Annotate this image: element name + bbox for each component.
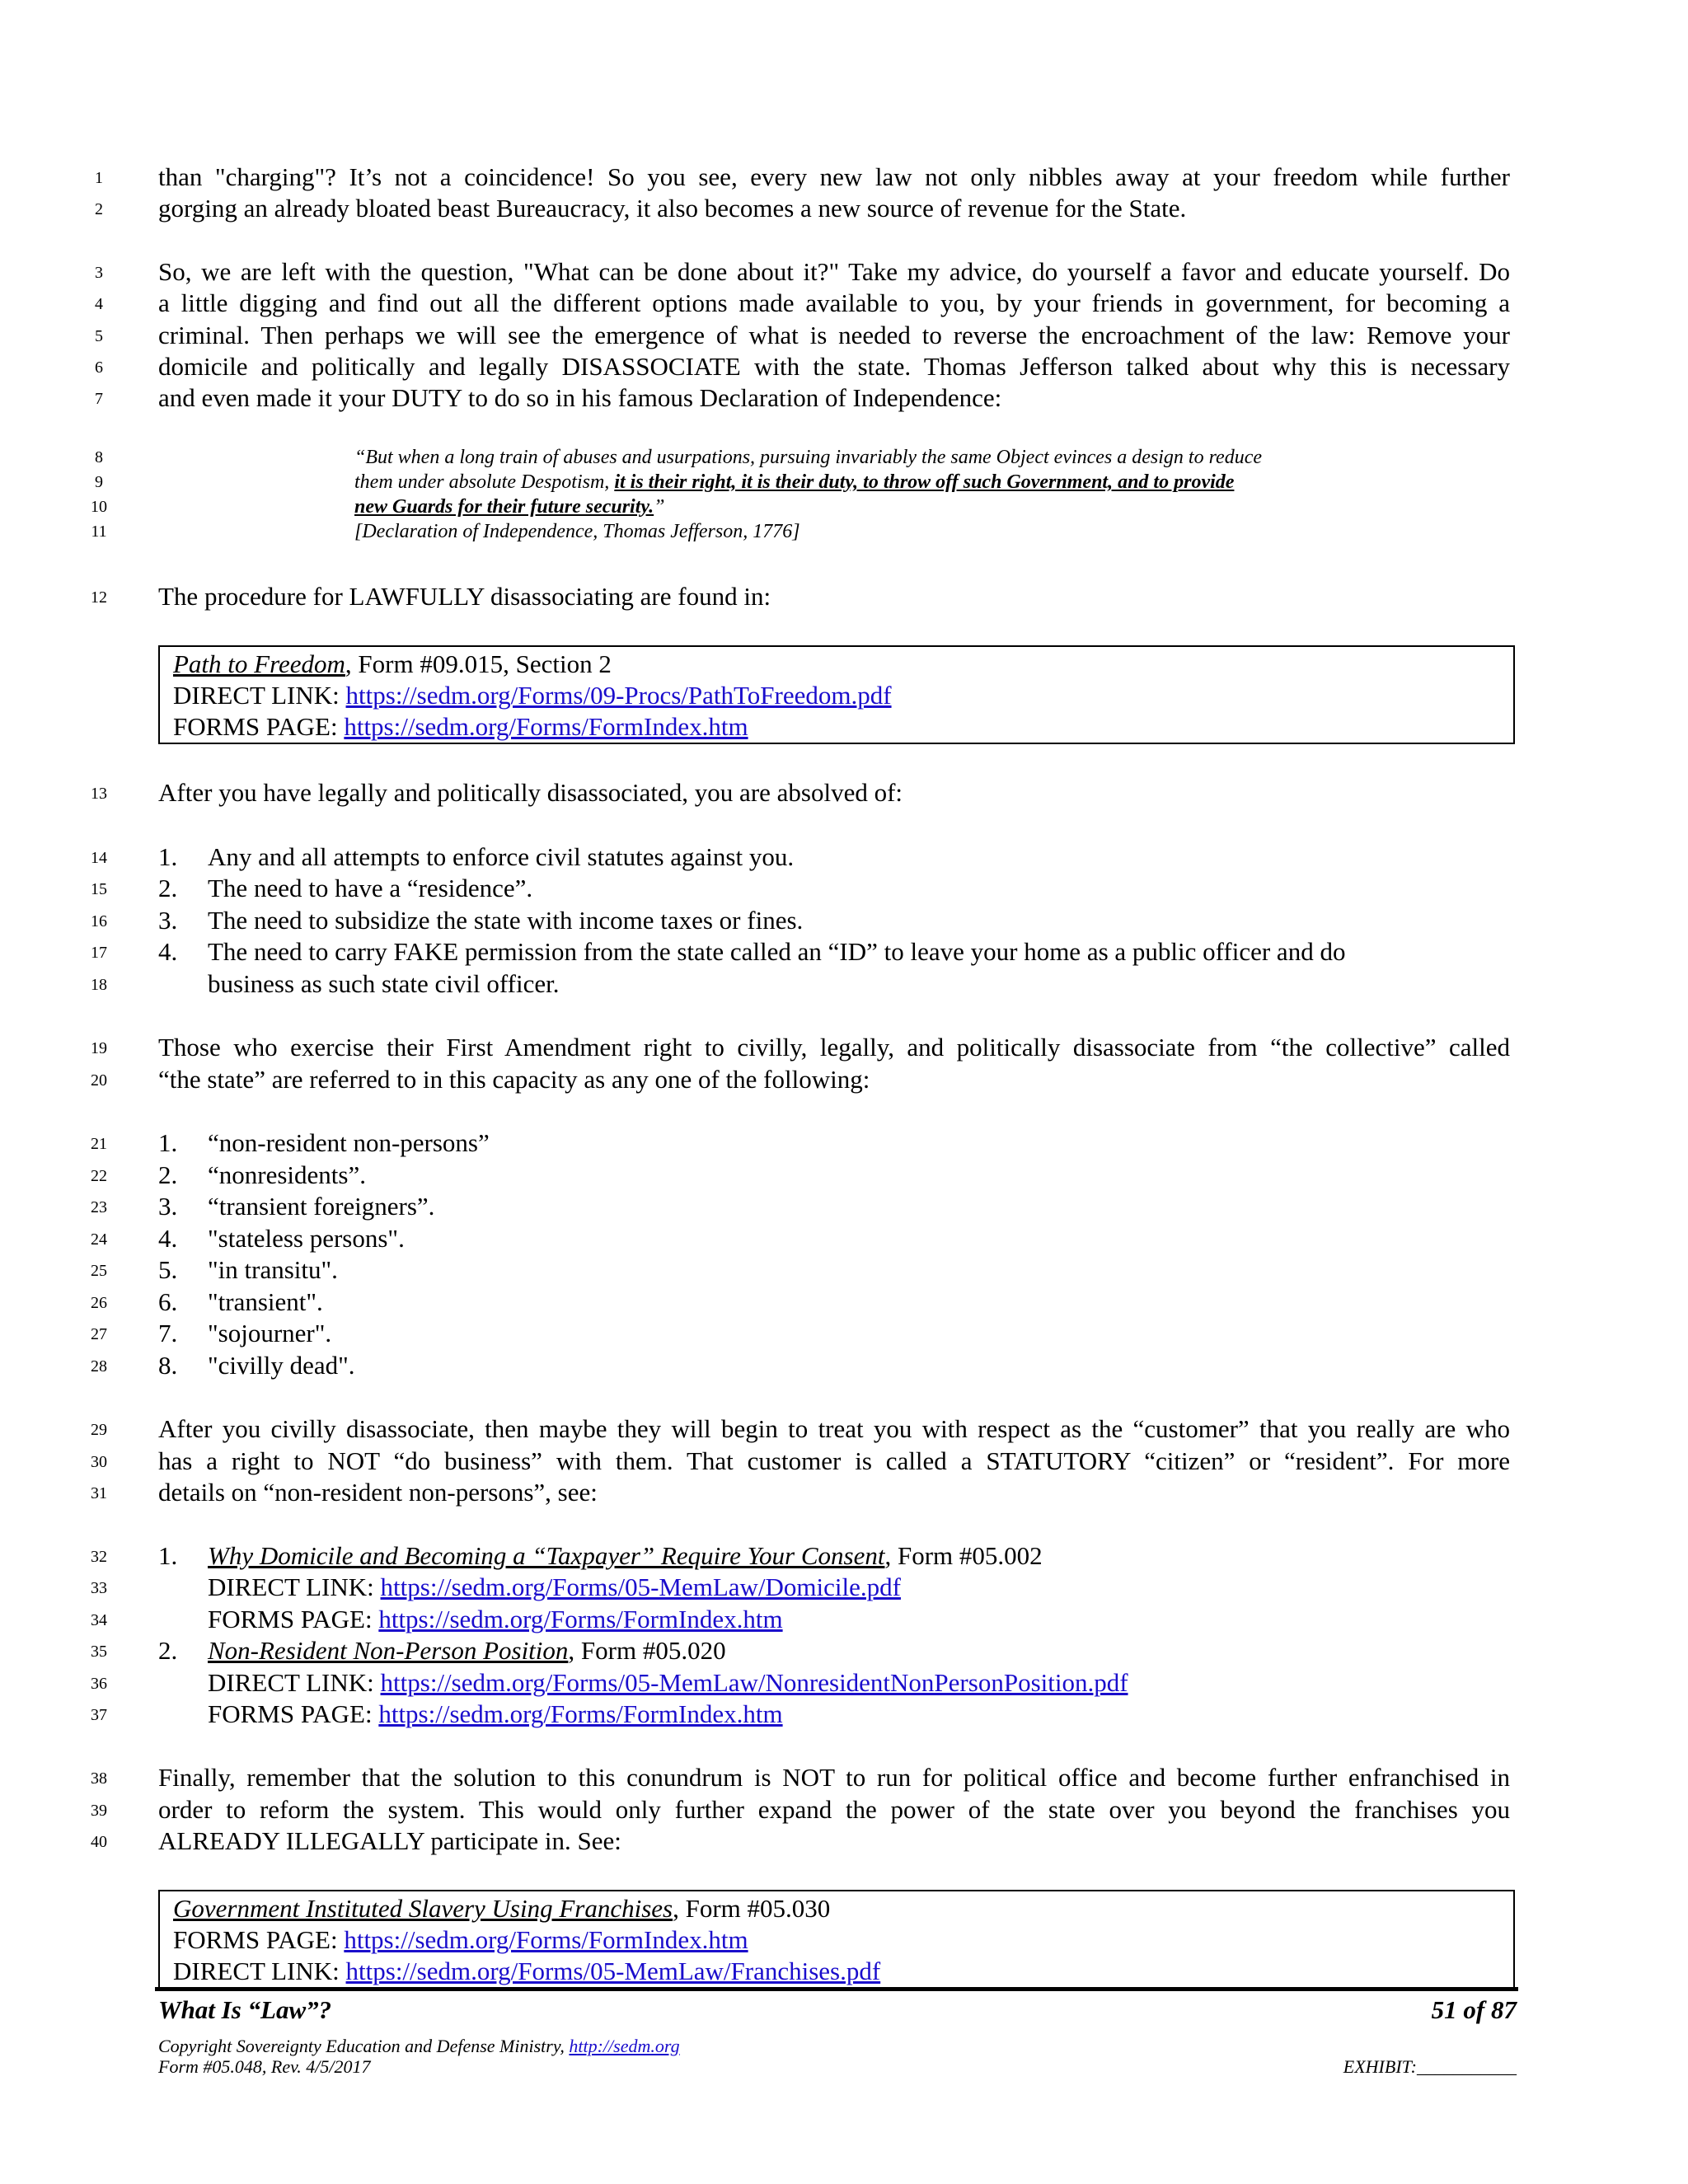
list-text: Any and all attempts to enforce civil statutes against you. xyxy=(208,842,795,871)
footer-form-revision: Form #05.048, Rev. 4/5/2017 xyxy=(158,2056,371,2077)
list-text xyxy=(208,1540,1043,1572)
box-line xyxy=(173,680,1500,711)
form-title-link[interactable]: Path to Freedom xyxy=(173,649,345,678)
list-number: 2. xyxy=(158,1160,178,1189)
form-number: , Form #05.002 xyxy=(884,1541,1043,1570)
paragraph-line: ALREADY ILLEGALLY participate in. See: xyxy=(158,1826,621,1855)
line-number: 32 xyxy=(91,1548,107,1566)
list-text: "civilly dead". xyxy=(208,1351,355,1380)
form-number: , Form #05.020 xyxy=(568,1636,726,1665)
box-line xyxy=(173,1924,1500,1956)
line-number: 23 xyxy=(91,1198,107,1216)
list-text: The need to subsidize the state with income taxes or fines. xyxy=(208,906,804,935)
footer-rule xyxy=(155,1987,1518,1991)
footer-title: What Is “Law”? xyxy=(158,1995,332,2024)
list-text xyxy=(208,1635,726,1666)
footer-copyright xyxy=(158,2036,680,2057)
direct-link-label: DIRECT LINK: xyxy=(208,1572,381,1601)
direct-link[interactable]: https://sedm.org/Forms/09-Procs/PathToFreedom.pdf xyxy=(345,681,892,710)
list-number: 3. xyxy=(158,1192,178,1221)
list-number: 6. xyxy=(158,1287,178,1316)
paragraph-line: So, we are left with the question, "What can be done about it?" Take my advice, do yourself a favor and educate yourself. Do xyxy=(158,257,1510,286)
paragraph-line: After you civilly disassociate, then maybe they will begin to treat you with respect as the “customer” that you really are who xyxy=(158,1414,1510,1443)
box-line xyxy=(173,1956,1500,1987)
direct-link[interactable]: https://sedm.org/Forms/05-MemLaw/Franchises.pdf xyxy=(345,1957,881,1985)
forms-page-link[interactable]: https://sedm.org/Forms/FormIndex.htm xyxy=(378,1699,783,1728)
list-number: 7. xyxy=(158,1319,178,1347)
direct-link-label: DIRECT LINK: xyxy=(173,681,346,710)
line-number: 7 xyxy=(95,390,103,408)
list-number: 2. xyxy=(158,874,178,902)
line-number: 17 xyxy=(91,944,107,962)
line-number: 24 xyxy=(91,1230,107,1249)
list-number: 5. xyxy=(158,1255,178,1284)
paragraph-line: “the state” are referred to in this capacity as any one of the following: xyxy=(158,1065,870,1094)
quote-citation: [Declaration of Independence, Thomas Jefferson, 1776] xyxy=(354,521,800,542)
paragraph-line: order to reform the system. This would only further expand the power of the state over you beyond the franchises you xyxy=(158,1795,1510,1824)
paragraph-line: domicile and politically and legally DISASSOCIATE with the state. Thomas Jefferson talked about why this is necessary xyxy=(158,352,1510,381)
line-number: 20 xyxy=(91,1071,107,1090)
list-text: "in transitu". xyxy=(208,1255,338,1284)
forms-page-label: FORMS PAGE: xyxy=(208,1605,379,1633)
paragraph-line: criminal. Then perhaps we will see the emergence of what is needed to reverse the encroachment of the law: Remove your xyxy=(158,321,1510,349)
direct-link-label: DIRECT LINK: xyxy=(173,1957,346,1985)
list-number: 1. xyxy=(158,1128,178,1157)
quote-line xyxy=(354,494,1343,519)
line-number: 26 xyxy=(91,1294,107,1312)
list-number: 8. xyxy=(158,1351,178,1380)
quote-line xyxy=(354,470,1343,494)
line-number: 19 xyxy=(91,1039,107,1057)
list-number: 4. xyxy=(158,1224,178,1253)
form-title-link[interactable]: Why Domicile and Becoming a “Taxpayer” Require Your Consent xyxy=(208,1541,885,1570)
line-number: 28 xyxy=(91,1357,107,1376)
line-number: 27 xyxy=(91,1325,107,1343)
direct-link[interactable]: https://sedm.org/Forms/05-MemLaw/NonresidentNonPersonPosition.pdf xyxy=(380,1668,1128,1697)
list-text: “nonresidents”. xyxy=(208,1160,366,1189)
direct-link[interactable]: https://sedm.org/Forms/05-MemLaw/Domicile.pdf xyxy=(380,1572,901,1601)
paragraph-line: details on “non-resident non-persons”, see: xyxy=(158,1478,598,1507)
line-number: 30 xyxy=(91,1453,107,1471)
paragraph-line: than "charging"? It’s not a coincidence! So you see, every new law not only nibbles away at your freedom while further xyxy=(158,162,1510,191)
line-number: 10 xyxy=(91,498,107,516)
line-number: 25 xyxy=(91,1262,107,1280)
line-number: 1 xyxy=(95,169,103,187)
form-title-link[interactable]: Non-Resident Non-Person Position xyxy=(208,1636,569,1665)
forms-page-link[interactable]: https://sedm.org/Forms/FormIndex.htm xyxy=(378,1605,783,1633)
line-number: 40 xyxy=(91,1833,107,1851)
form-number: , Form #09.015, Section 2 xyxy=(345,649,612,678)
box-line xyxy=(173,649,1500,680)
line-number: 35 xyxy=(91,1643,107,1661)
line-number: 21 xyxy=(91,1135,107,1153)
paragraph-line: and even made it your DUTY to do so in his famous Declaration of Independence: xyxy=(158,383,1002,412)
line-number: 14 xyxy=(91,849,107,867)
page-number: 51 of 87 xyxy=(1431,1995,1517,2024)
paragraph-line: The procedure for LAWFULLY disassociating are found in: xyxy=(158,582,771,611)
quote-text: them under absolute Despotism, xyxy=(354,471,615,493)
list-text: The need to carry FAKE permission from the state called an “ID” to leave your home as a public officer and do xyxy=(208,937,1346,966)
line-number: 11 xyxy=(91,523,107,541)
quote-emphasis: new Guards for their future security. xyxy=(354,496,654,518)
line-number: 6 xyxy=(95,359,103,377)
list-text: “non-resident non-persons” xyxy=(208,1128,490,1157)
form-number: , Form #05.030 xyxy=(673,1894,831,1923)
line-number: 5 xyxy=(95,327,103,345)
line-number: 8 xyxy=(95,448,103,466)
copyright-text: Copyright Sovereignty Education and Defense Ministry, xyxy=(158,2036,570,2056)
line-number: 34 xyxy=(91,1611,107,1629)
paragraph-line: After you have legally and politically disassociated, you are absolved of: xyxy=(158,778,903,807)
reference-box xyxy=(158,1890,1515,1987)
paragraph-line: Those who exercise their First Amendment right to civilly, legally, and politically disassociate from “the collective” called xyxy=(158,1033,1510,1062)
list-text xyxy=(208,1667,1128,1699)
list-number: 2. xyxy=(158,1636,178,1665)
list-text: The need to have a “residence”. xyxy=(208,874,533,902)
list-text: “transient foreigners”. xyxy=(208,1192,435,1221)
forms-page-link[interactable]: https://sedm.org/Forms/FormIndex.htm xyxy=(344,712,748,741)
paragraph-line: gorging an already bloated beast Bureaucracy, it also becomes a new source of revenue for the State. xyxy=(158,194,1187,223)
quote-emphasis: it is their right, it is their duty, to throw off such Government, and to provide xyxy=(614,471,1235,493)
list-text: "stateless persons". xyxy=(208,1224,405,1253)
line-number: 31 xyxy=(91,1484,107,1502)
reference-box xyxy=(158,645,1515,744)
list-text xyxy=(208,1699,783,1730)
line-number: 29 xyxy=(91,1421,107,1439)
list-text xyxy=(208,1572,901,1603)
list-number: 1. xyxy=(158,842,178,871)
list-text: "transient". xyxy=(208,1287,323,1316)
line-number: 33 xyxy=(91,1579,107,1597)
list-text xyxy=(208,1604,783,1635)
line-number: 12 xyxy=(91,588,107,607)
list-number: 4. xyxy=(158,937,178,966)
line-number: 18 xyxy=(91,976,107,994)
line-number: 15 xyxy=(91,880,107,898)
list-number: 1. xyxy=(158,1541,178,1570)
direct-link-label: DIRECT LINK: xyxy=(208,1668,381,1697)
paragraph-line: has a right to NOT “do business” with them. That customer is called a STATUTORY “citizen” or “resident”. For more xyxy=(158,1446,1510,1475)
line-number: 4 xyxy=(95,295,103,313)
line-number: 37 xyxy=(91,1706,107,1724)
paragraph-line: a little digging and find out all the different options made available to you, by your friends in government, for becoming a xyxy=(158,288,1510,317)
box-line xyxy=(173,711,1500,743)
list-number: 3. xyxy=(158,906,178,935)
paragraph-line: Finally, remember that the solution to this conundrum is NOT to run for political office and become further enfranchised in xyxy=(158,1763,1510,1792)
line-number: 38 xyxy=(91,1769,107,1788)
forms-page-label: FORMS PAGE: xyxy=(173,712,345,741)
line-number: 3 xyxy=(95,264,103,282)
footer-exhibit: EXHIBIT:___________ xyxy=(1343,2056,1517,2077)
list-text: business as such state civil officer. xyxy=(208,969,560,998)
forms-page-label: FORMS PAGE: xyxy=(208,1699,379,1728)
quote-text: ” xyxy=(654,496,665,518)
forms-page-link[interactable]: https://sedm.org/Forms/FormIndex.htm xyxy=(344,1925,748,1954)
box-line xyxy=(173,1893,1500,1924)
line-number: 2 xyxy=(95,200,103,218)
line-number: 36 xyxy=(91,1675,107,1693)
line-number: 16 xyxy=(91,912,107,930)
forms-page-label: FORMS PAGE: xyxy=(173,1925,345,1954)
line-number: 9 xyxy=(95,473,103,491)
quote-line: “But when a long train of abuses and usurpations, pursuing invariably the same Object evinces a design to reduce xyxy=(354,447,1262,468)
form-title-link[interactable]: Government Instituted Slavery Using Franchises xyxy=(173,1894,673,1923)
list-text: "sojourner". xyxy=(208,1319,332,1347)
line-number: 39 xyxy=(91,1802,107,1820)
line-number: 22 xyxy=(91,1167,107,1185)
copyright-link[interactable]: http://sedm.org xyxy=(569,2036,680,2056)
line-number: 13 xyxy=(91,785,107,803)
